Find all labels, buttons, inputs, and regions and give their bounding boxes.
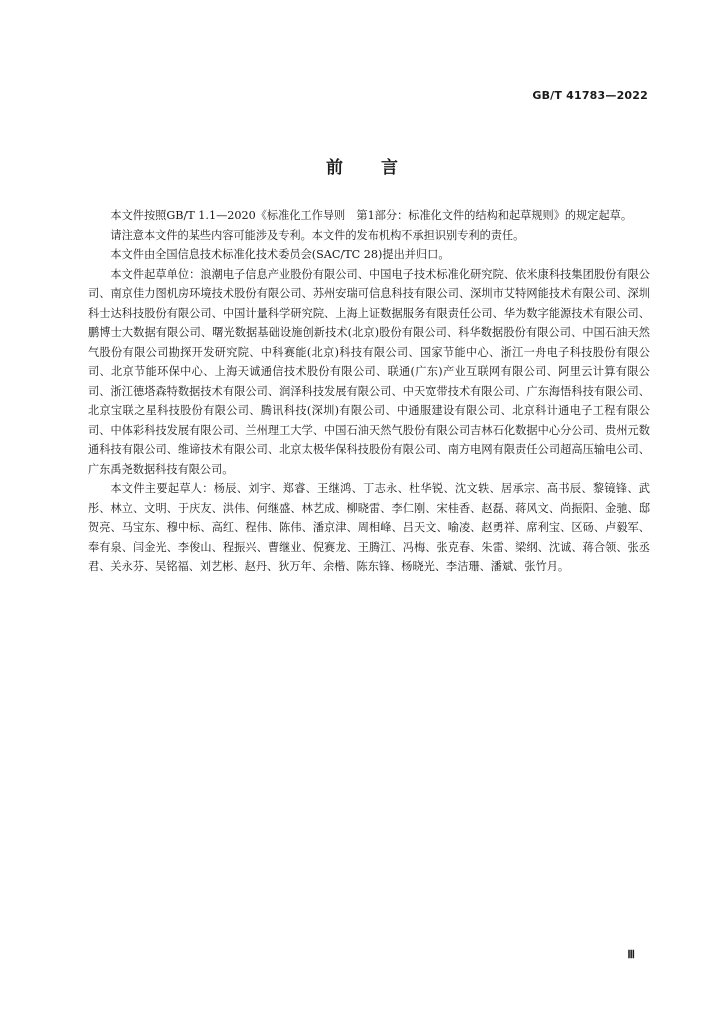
page-title: 前言 bbox=[326, 158, 436, 178]
paragraph-drafting-rules: 本文件按照GB/T 1.1—2020《标准化工作导则 第1部分：标准化文件的结构和起草规则》的规定起草。 bbox=[110, 209, 633, 222]
paragraph-patent-notice: 请注意本文件的某些内容可能涉及专利。本文件的发布机构不承担识别专利的责任。 bbox=[110, 228, 525, 242]
paragraph-proposer: 本文件由全国信息技术标准化技术委员会(SAC/TC 28)提出并归口。 bbox=[110, 248, 450, 261]
page-number: Ⅲ bbox=[627, 949, 635, 961]
standard-number: GB/T 41783—2022 bbox=[532, 89, 648, 102]
paragraph-drafters: 本文件主要起草人：杨辰、刘宇、郑睿、王继鸿、丁志永、杜华锐、沈文轶、居承宗、高书辰、黎镜锋、武彤、林立、文明、于庆友、洪伟、何继盛、林艺成、柳晓雷、李仁刚、宋桂香、赵磊、蒋风文、尚振阳、金驰、邸贺亮、马宝东、穆中标、高红、程伟、陈伟、潘京津、周相峰、吕天文、喻凌、赵勇祥、席利宝、区砀、卢毅军、奉有泉、闫金光、李俊山、程振兴、曹继业、倪赛龙、王腾江、冯梅、张克春、朱雷、梁纲、沈诚、蒋合领、张丞君、关永芬、吴铭福、刘艺彬、赵丹、狄万年、余楷、陈东锋、杨晓光、李洁珊、潘斌、张竹月。 bbox=[88, 482, 650, 573]
foreword-content bbox=[88, 206, 650, 577]
paragraph-drafting-organizations: 本文件起草单位：浪潮电子信息产业股份有限公司、中国电子技术标准化研究院、依米康科技集团股份有限公司、南京佳力图机房环境技术股份有限公司、苏州安瑞可信息科技有限公司、深圳市艾特网能技术有限公司、深圳科士达科技股份有限公司、中国计量科学研究院、上海上证数据服务有限责任公司、华为数字能源技术有限公司、鹏博士大数据有限公司、曙光数据基础设施创新技术(北京)股份有限公司、科华数据股份有限公司、中国石油天然气股份有限公司勘探开发研究院、中科赛能(北京)科技有限公司、国家节能中心、浙江一舟电子科技股份有限公司、北京节能环保中心、上海天诚通信技术股份有限公司、联通(广东)产业互联网有限公司、阿里云计算有限公司、浙江德塔森特数据技术有限公司、润泽科技发展有限公司、中天宽带技术有限公司、广东海悟科技有限公司、北京宝联之星科技股份有限公司、腾讯科技(深圳)有限公司、中通服建设有限公司、北京科计通电子工程有限公司、中体彩科技发展有限公司、兰州理工大学、中国石油天然气股份有限公司吉林石化数据中心分公司、贵州元数通科技有限公司、维谛技术有限公司、北京太极华保科技股份有限公司、南方电网有限责任公司超高压输电公司、广东禹尧数据科技有限公司。 bbox=[88, 267, 650, 476]
